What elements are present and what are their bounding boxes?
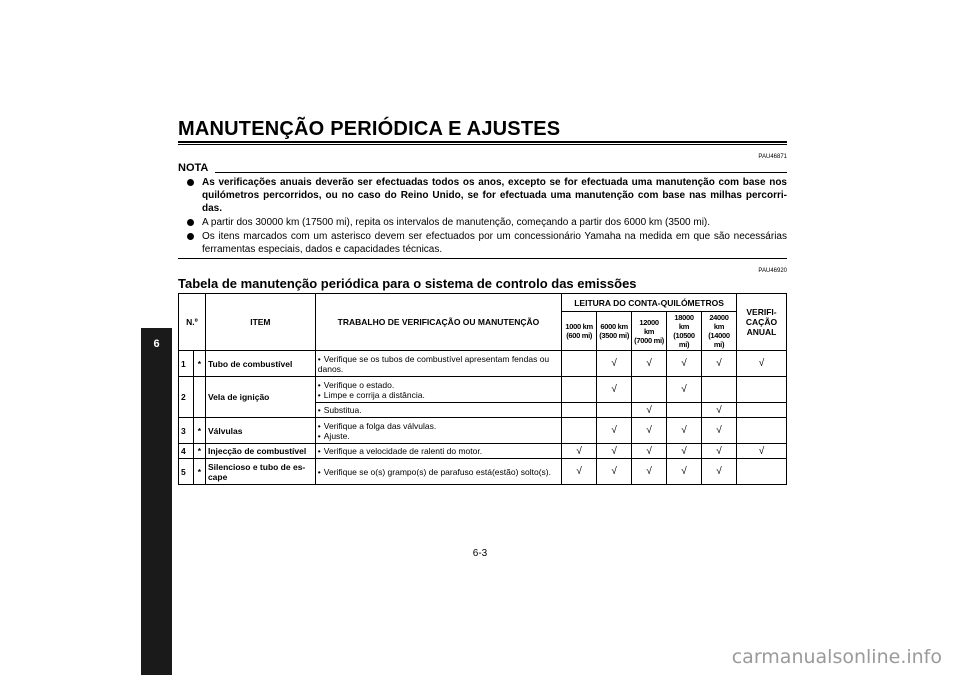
header-km-4: 18000 km (10500 mi) (667, 312, 702, 351)
section-code: PAU46920 (758, 268, 787, 274)
bullet-icon (187, 233, 194, 240)
note-item: As verificações anuais deverão ser efectuadas todos os anos, excepto se for efectuada uma manutenção com base nos quilómetros percorridos, ou no caso do Reino Unido, se for efectuada uma manutenção com base nas milhas percorri-das. (178, 176, 787, 215)
table-row: 1 * Tubo de combustível • Verifique se os tubos de combustível apresentam fendas ou danos. √ √ √ √ √ (179, 351, 787, 377)
header-item: ITEM (205, 294, 315, 351)
maintenance-table (178, 293, 787, 485)
note-code: PAU46871 (758, 154, 787, 160)
note-heading: NOTA (178, 162, 209, 174)
chapter-tab (141, 328, 172, 675)
header-no: N.º (179, 294, 206, 351)
chapter-tab-number: 6 (153, 338, 160, 350)
note-list (178, 176, 787, 257)
watermark: carmanualsonline.info (731, 646, 942, 668)
note-rule (215, 172, 787, 173)
header-job: TRABALHO DE VERIFICAÇÃO OU MANUTENÇÃO (315, 294, 561, 351)
section-title: Tabela de manutenção periódica para o sistema de controlo das emissões (178, 276, 637, 291)
bullet-icon (187, 219, 194, 226)
page-title: MANUTENÇÃO PERIÓDICA E AJUSTES (178, 118, 561, 140)
note-item: Os itens marcados com um asterisco devem ser efectuados por um concessionário Yamaha na medida em que são necessárias ferramentas especiais, dados e capacidades técnicas. (178, 230, 787, 256)
bullet-icon (187, 179, 194, 186)
note-end-rule (178, 258, 787, 259)
header-km-3: 12000 km (7000 mi) (632, 312, 667, 351)
header-km-5: 24000 km (14000 mi) (702, 312, 737, 351)
note-item: A partir dos 30000 km (17500 mi), repita os intervalos de manutenção, começando a partir dos 6000 km (3500 mi). (178, 216, 787, 229)
page-number: 6-3 (472, 548, 488, 559)
header-km-2: 6000 km (3500 mi) (597, 312, 632, 351)
table-row: 5 * Silencioso e tubo de es-cape • Verifique se o(s) grampo(s) de parafuso está(estão) solto(s). √ √ √ √ √ (179, 459, 787, 485)
header-annual: VERIFI-CAÇÃO ANUAL (736, 294, 786, 351)
table-row: • Substitua. √ √ (179, 403, 787, 418)
header-odometer: LEITURA DO CONTA-QUILÓMETROS (562, 294, 737, 312)
table-row: 4 * Injecção de combustível • Verifique a velocidade de ralenti do motor. √ √ √ √ √ √ (179, 444, 787, 459)
title-rule-thin (178, 144, 787, 145)
title-rule (178, 141, 787, 143)
table-row: 2 Vela de ignição • Verifique o estado. • Limpe e corrija a distância. √ √ (179, 377, 787, 403)
table-row: 3 * Válvulas • Verifique a folga das válvulas. • Ajuste. √ √ √ √ (179, 418, 787, 444)
header-km-1: 1000 km (600 mi) (562, 312, 597, 351)
